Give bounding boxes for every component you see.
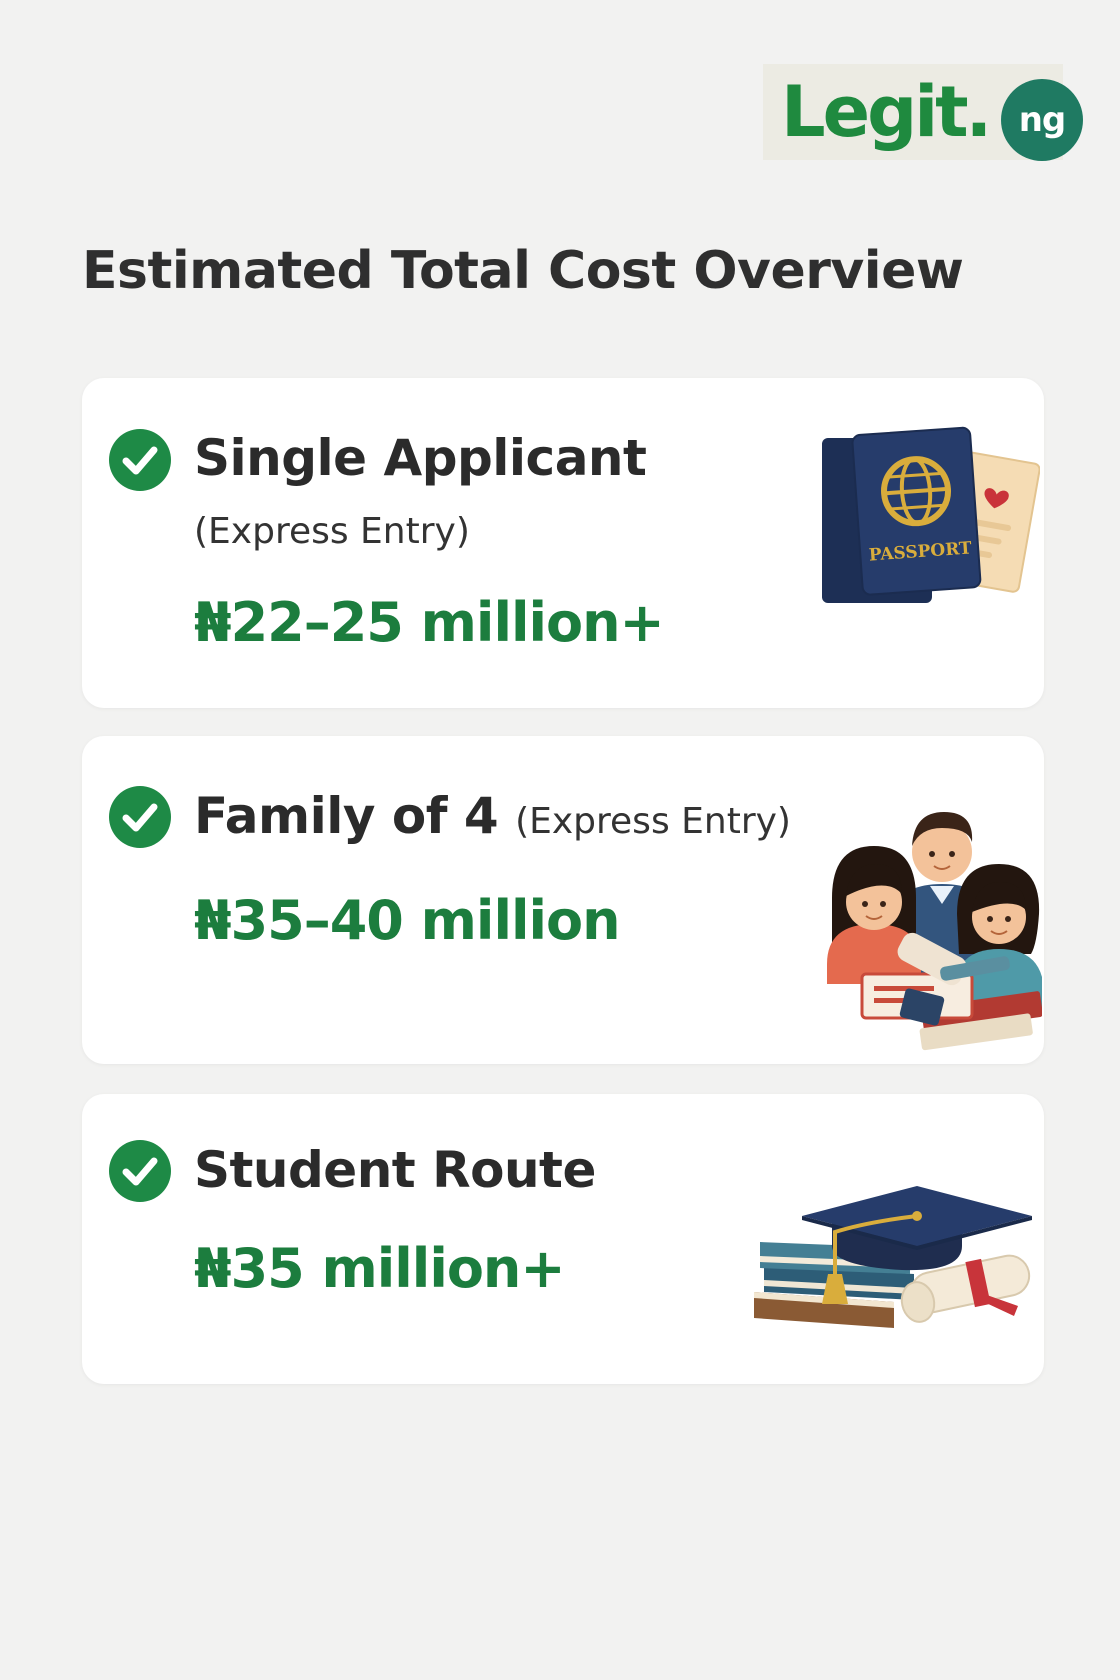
legit-ng-logo xyxy=(763,64,1066,160)
card-subtitle: (Express Entry) xyxy=(194,511,470,552)
card-single-applicant xyxy=(82,378,1044,708)
card-price: ₦22–25 million+ xyxy=(194,591,664,654)
family-illustration xyxy=(802,794,1042,1056)
card-title: Student Route xyxy=(194,1141,596,1199)
logo-wordmark: Legit. xyxy=(781,71,990,153)
graduation-illustration xyxy=(752,1176,1044,1334)
card-title: Single Applicant xyxy=(194,429,647,487)
card-title: Family of 4 (Express Entry) xyxy=(194,787,791,845)
check-circle-icon xyxy=(109,1140,171,1202)
passport-illustration xyxy=(810,420,1040,620)
card-family-of-4 xyxy=(82,736,1044,1064)
card-student-route xyxy=(82,1094,1044,1384)
check-circle-icon xyxy=(109,786,171,848)
check-circle-icon xyxy=(109,429,171,491)
logo-badge: ng xyxy=(1001,79,1083,161)
page-title: Estimated Total Cost Overview xyxy=(82,241,964,301)
card-price: ₦35 million+ xyxy=(194,1237,565,1300)
card-price: ₦35–40 million xyxy=(194,889,620,952)
card-subtitle: (Express Entry) xyxy=(515,801,791,842)
svg-text:PASSPORT: PASSPORT xyxy=(868,538,973,566)
